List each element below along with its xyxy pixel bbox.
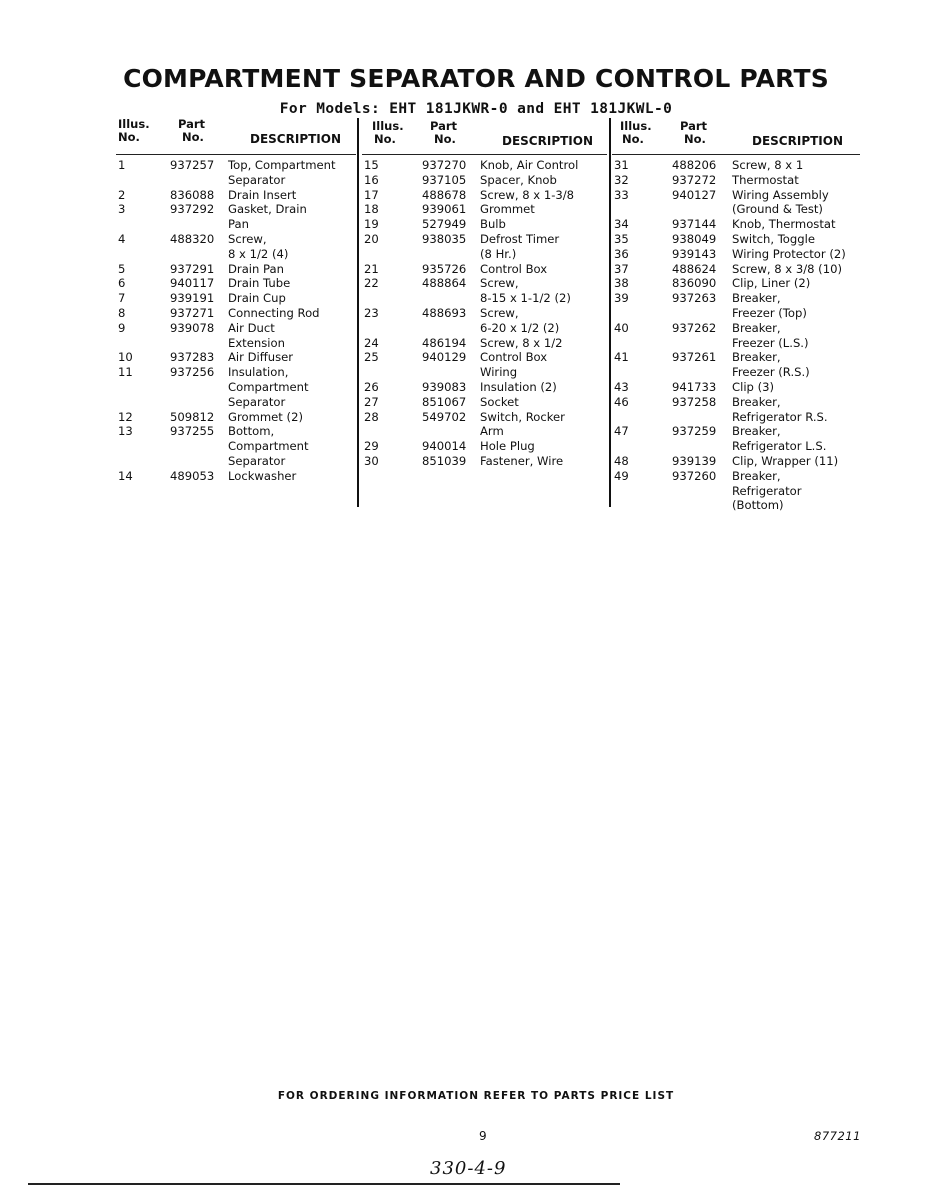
part-description [480, 276, 607, 306]
part-description [480, 395, 607, 410]
table-row [116, 232, 356, 262]
table-row [116, 350, 356, 365]
description-line: Breaker, [732, 320, 781, 335]
header-illus-no: No. [622, 132, 644, 146]
part-number: 939191 [170, 291, 215, 306]
table-row [612, 424, 860, 454]
description-line: Compartment [228, 379, 309, 394]
part-description [732, 321, 860, 351]
table-row [612, 291, 860, 321]
table-row [612, 469, 860, 513]
bottom-rule [28, 1183, 620, 1185]
header-description: DESCRIPTION [250, 132, 342, 146]
description-line: Breaker, [732, 394, 781, 409]
illus-number: 26 [364, 379, 379, 394]
handwritten-code: 330-4-9 [430, 1158, 507, 1179]
illus-number: 6 [118, 276, 126, 291]
table-row [362, 262, 607, 277]
description-line: Lockwasher [228, 468, 297, 483]
part-description [228, 350, 356, 365]
part-number: 509812 [170, 409, 215, 424]
header-part-no: No. [684, 132, 706, 146]
part-number: 938049 [672, 231, 717, 246]
description-line: Drain Cup [228, 291, 286, 306]
illus-number: 27 [364, 394, 379, 409]
part-description [732, 173, 860, 188]
header-part: Part [430, 119, 458, 133]
part-description [228, 276, 356, 291]
part-number: 937255 [170, 424, 215, 439]
description-line: Screw, 8 x 1-3/8 [480, 187, 575, 202]
part-number: 940117 [170, 276, 215, 291]
illus-number: 29 [364, 439, 379, 454]
part-number: 937272 [672, 172, 717, 187]
table-row [362, 395, 607, 410]
description-line: Air Diffuser [228, 350, 294, 365]
part-number: 939061 [422, 202, 467, 217]
part-description [732, 262, 860, 277]
description-line: Pan [228, 217, 249, 232]
part-number: 940014 [422, 439, 467, 454]
table-row [362, 336, 607, 351]
description-line: Grommet (2) [228, 409, 303, 424]
table-row [362, 202, 607, 217]
table-row [362, 276, 607, 306]
description-line: Switch, Toggle [732, 231, 815, 246]
illus-number: 21 [364, 261, 379, 276]
part-description [480, 350, 607, 380]
part-number: 938035 [422, 231, 467, 246]
part-number: 549702 [422, 409, 467, 424]
description-line: Separator [228, 172, 286, 187]
illus-number: 10 [118, 350, 133, 365]
description-line: (8 Hr.) [480, 246, 517, 261]
description-line: Breaker, [732, 468, 781, 483]
illus-number: 28 [364, 409, 379, 424]
part-number: 937291 [170, 261, 215, 276]
illus-number: 39 [614, 291, 629, 306]
table-row [362, 158, 607, 173]
illus-number: 9 [118, 320, 126, 335]
part-number: 937263 [672, 291, 717, 306]
description-line: Air Duct [228, 320, 275, 335]
part-description [228, 262, 356, 277]
description-line: 6-20 x 1/2 (2) [480, 320, 560, 335]
part-number: 488693 [422, 305, 467, 320]
header-illus-no: No. [118, 130, 140, 144]
part-description [480, 306, 607, 336]
table-row [362, 306, 607, 336]
column-header [116, 118, 356, 155]
table-row [362, 410, 607, 440]
illus-number: 13 [118, 424, 133, 439]
description-line: Refrigerator R.S. [732, 409, 828, 424]
illus-number: 38 [614, 276, 629, 291]
description-line: Compartment [228, 439, 309, 454]
description-line: Socket [480, 394, 519, 409]
table-row [116, 188, 356, 203]
header-part: Part [178, 117, 206, 131]
illus-number: 19 [364, 217, 379, 232]
illus-number: 48 [614, 453, 629, 468]
table-row [116, 276, 356, 291]
part-description [480, 262, 607, 277]
part-number: 939139 [672, 453, 717, 468]
description-line: Drain Pan [228, 261, 284, 276]
part-description [732, 424, 860, 454]
description-line: Screw, 8 x 1 [732, 158, 804, 172]
parts-rows [612, 155, 860, 513]
part-description [480, 439, 607, 454]
part-description [228, 321, 356, 351]
illus-number: 2 [118, 187, 126, 202]
parts-column-3 [612, 118, 860, 513]
part-description [228, 158, 356, 188]
header-illus: Illus. [372, 119, 404, 133]
part-description [732, 188, 860, 218]
table-row [612, 188, 860, 218]
illus-number: 17 [364, 187, 379, 202]
part-number: 937271 [170, 305, 215, 320]
document-number: 877211 [814, 1129, 861, 1143]
part-description [732, 158, 860, 173]
part-number: 937259 [672, 424, 717, 439]
part-number: 488624 [672, 261, 717, 276]
header-illus: Illus. [620, 119, 652, 133]
part-number: 489053 [170, 468, 215, 483]
part-number: 935726 [422, 261, 467, 276]
table-row [116, 469, 356, 484]
table-row [362, 232, 607, 262]
parts-column-1 [116, 118, 356, 484]
ordering-note: FOR ORDERING INFORMATION REFER TO PARTS PRICE LIST [277, 1090, 675, 1102]
part-description [228, 410, 356, 425]
illus-number: 4 [118, 231, 126, 246]
illus-number: 25 [364, 350, 379, 365]
part-number: 937144 [672, 217, 717, 232]
table-row [612, 395, 860, 425]
description-line: Breaker, [732, 350, 781, 365]
description-line: Screw, [480, 276, 519, 291]
illus-number: 8 [118, 305, 126, 320]
table-row [362, 454, 607, 469]
part-description [480, 188, 607, 203]
description-line: Control Box [480, 350, 548, 365]
illus-number: 30 [364, 453, 379, 468]
parts-column-2 [362, 118, 607, 469]
parts-rows [116, 155, 356, 484]
part-description [732, 395, 860, 425]
description-line: Defrost Timer [480, 231, 560, 246]
description-line: Clip, Liner (2) [732, 276, 811, 291]
part-number: 937292 [170, 202, 215, 217]
part-description [228, 202, 356, 232]
part-number: 937283 [170, 350, 215, 365]
illus-number: 7 [118, 291, 126, 306]
illus-number: 11 [118, 365, 133, 380]
part-description [480, 380, 607, 395]
part-description [228, 306, 356, 321]
illus-number: 36 [614, 246, 629, 261]
part-description [228, 232, 356, 262]
part-description [480, 158, 607, 173]
table-row [362, 380, 607, 395]
part-description [732, 380, 860, 395]
illus-number: 22 [364, 276, 379, 291]
table-row [116, 202, 356, 232]
header-part-no: No. [434, 132, 456, 146]
part-description [228, 291, 356, 306]
description-line: Spacer, Knob [480, 172, 557, 187]
description-line: Screw, [480, 305, 519, 320]
part-number: 488678 [422, 187, 467, 202]
illus-number: 47 [614, 424, 629, 439]
description-line: (Bottom) [732, 498, 784, 513]
header-illus: Illus. [118, 117, 150, 131]
part-number: 836088 [170, 187, 215, 202]
description-line: Clip (3) [732, 379, 775, 394]
description-line: Freezer (L.S.) [732, 335, 809, 350]
description-line: Wiring Assembly [732, 187, 829, 202]
illus-number: 41 [614, 350, 629, 365]
description-line: Wiring Protector (2) [732, 246, 846, 261]
description-line: Freezer (R.S.) [732, 365, 810, 380]
description-line: Freezer (Top) [732, 305, 807, 320]
part-description [480, 454, 607, 469]
part-description [732, 469, 860, 513]
column-header [612, 118, 860, 155]
part-number: 836090 [672, 276, 717, 291]
table-row [612, 262, 860, 277]
part-description [480, 336, 607, 351]
table-row [612, 321, 860, 351]
description-line: 8 x 1/2 (4) [228, 246, 289, 261]
description-line: Knob, Thermostat [732, 217, 836, 232]
description-line: Separator [228, 453, 286, 468]
header-part: Part [680, 119, 708, 133]
illus-number: 43 [614, 379, 629, 394]
description-line: Insulation (2) [480, 379, 557, 394]
part-description [732, 247, 860, 262]
description-line: Refrigerator L.S. [732, 439, 827, 454]
table-row [116, 262, 356, 277]
part-description [228, 469, 356, 484]
table-row [612, 247, 860, 262]
table-row [362, 439, 607, 454]
table-row [116, 410, 356, 425]
part-description [480, 232, 607, 262]
description-line: Separator [228, 394, 286, 409]
description-line: Top, Compartment [228, 158, 336, 172]
illus-number: 5 [118, 261, 126, 276]
illus-number: 20 [364, 231, 379, 246]
description-line: Control Box [480, 261, 548, 276]
illus-number: 14 [118, 468, 133, 483]
part-number: 937256 [170, 365, 215, 380]
table-row [612, 158, 860, 173]
part-number: 488320 [170, 231, 215, 246]
part-description [732, 232, 860, 247]
part-description [732, 291, 860, 321]
table-row [362, 173, 607, 188]
table-row [612, 232, 860, 247]
description-line: Screw, 8 x 3/8 (10) [732, 261, 842, 276]
part-description [228, 365, 356, 409]
header-part-no: No. [182, 130, 204, 144]
part-description [228, 188, 356, 203]
table-row [116, 321, 356, 351]
description-line: Grommet [480, 202, 535, 217]
illus-number: 32 [614, 172, 629, 187]
illus-number: 12 [118, 409, 133, 424]
part-description [480, 202, 607, 217]
illus-number: 31 [614, 158, 629, 172]
page-number: 9 [479, 1129, 487, 1143]
description-line: Screw, [228, 231, 267, 246]
description-line: Fastener, Wire [480, 453, 564, 468]
table-row [612, 454, 860, 469]
description-line: Insulation, [228, 365, 289, 380]
part-number: 527949 [422, 217, 467, 232]
illus-number: 1 [118, 158, 126, 172]
part-number: 486194 [422, 335, 467, 350]
part-number: 937270 [422, 158, 467, 172]
illus-number: 33 [614, 187, 629, 202]
part-description [480, 217, 607, 232]
description-line: Hole Plug [480, 439, 535, 454]
part-number: 937261 [672, 350, 717, 365]
description-line: Breaker, [732, 291, 781, 306]
table-row [362, 350, 607, 380]
description-line: Clip, Wrapper (11) [732, 453, 839, 468]
description-line: Thermostat [732, 172, 799, 187]
illus-number: 3 [118, 202, 126, 217]
illus-number: 34 [614, 217, 629, 232]
part-number: 941733 [672, 379, 717, 394]
page-title: COMPARTMENT SEPARATOR AND CONTROL PARTS [123, 64, 829, 93]
description-line: Bottom, [228, 424, 275, 439]
part-description [480, 173, 607, 188]
description-line: 8-15 x 1-1/2 (2) [480, 291, 571, 306]
part-number: 939143 [672, 246, 717, 261]
illus-number: 24 [364, 335, 379, 350]
illus-number: 35 [614, 231, 629, 246]
description-line: Drain Tube [228, 276, 291, 291]
table-row [612, 350, 860, 380]
part-number: 488864 [422, 276, 467, 291]
header-description: DESCRIPTION [502, 134, 594, 148]
illus-number: 37 [614, 261, 629, 276]
illus-number: 15 [364, 158, 379, 172]
part-description [228, 424, 356, 468]
illus-number: 49 [614, 468, 629, 483]
part-number: 939078 [170, 320, 215, 335]
description-line: (Ground & Test) [732, 202, 823, 217]
part-description [480, 410, 607, 440]
part-number: 937257 [170, 158, 215, 172]
illus-number: 40 [614, 320, 629, 335]
description-line: Switch, Rocker [480, 409, 565, 424]
table-row [116, 424, 356, 468]
parts-rows [362, 155, 607, 469]
table-row [116, 306, 356, 321]
description-line: Gasket, Drain [228, 202, 307, 217]
table-row [362, 188, 607, 203]
description-line: Screw, 8 x 1/2 [480, 335, 563, 350]
description-line: Wiring [480, 365, 518, 380]
part-number: 937260 [672, 468, 717, 483]
table-row [116, 158, 356, 188]
description-line: Connecting Rod [228, 305, 320, 320]
column-header [362, 118, 607, 155]
description-line: Breaker, [732, 424, 781, 439]
table-row [116, 365, 356, 409]
column-divider [609, 118, 611, 507]
part-number: 851067 [422, 394, 467, 409]
part-number: 488206 [672, 158, 717, 172]
part-number: 937258 [672, 394, 717, 409]
part-description [732, 276, 860, 291]
models-subtitle: For Models: EHT 181JKWR-0 and EHT 181JKWL-0 [279, 101, 673, 117]
part-number: 937262 [672, 320, 717, 335]
table-row [612, 173, 860, 188]
table-row [612, 380, 860, 395]
part-description [732, 454, 860, 469]
table-row [116, 291, 356, 306]
part-number: 937105 [422, 172, 467, 187]
description-line: Refrigerator [732, 483, 802, 498]
illus-number: 16 [364, 172, 379, 187]
illus-number: 23 [364, 305, 379, 320]
table-row [362, 217, 607, 232]
illus-number: 18 [364, 202, 379, 217]
part-number: 940129 [422, 350, 467, 365]
description-line: Drain Insert [228, 187, 297, 202]
illus-number: 46 [614, 394, 629, 409]
part-number: 940127 [672, 187, 717, 202]
header-description: DESCRIPTION [752, 134, 844, 148]
column-divider [357, 118, 359, 507]
description-line: Bulb [480, 217, 506, 232]
description-line: Arm [480, 424, 504, 439]
part-number: 939083 [422, 379, 467, 394]
part-number: 851039 [422, 453, 467, 468]
description-line: Knob, Air Control [480, 158, 579, 172]
table-row [612, 276, 860, 291]
part-description [732, 217, 860, 232]
header-illus-no: No. [374, 132, 396, 146]
description-line: Extension [228, 335, 285, 350]
table-row [612, 217, 860, 232]
part-description [732, 350, 860, 380]
